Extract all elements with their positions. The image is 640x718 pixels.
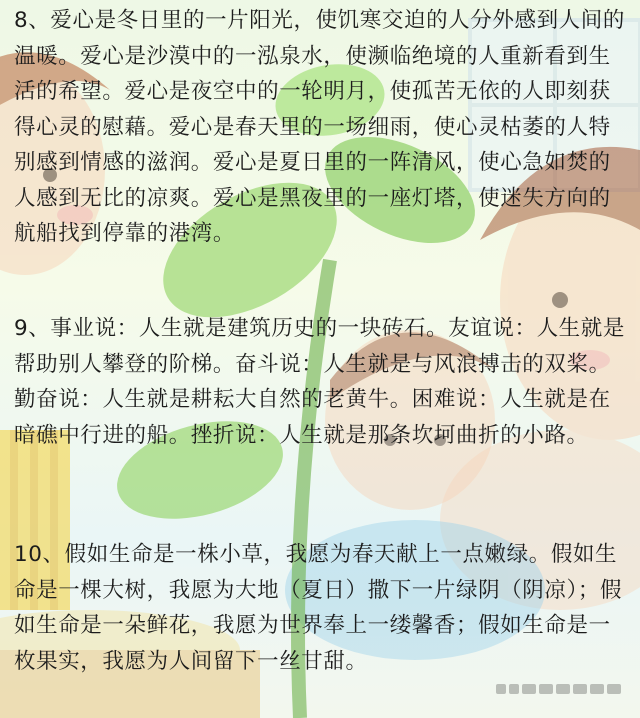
watermark-glyph <box>607 684 621 694</box>
watermark-glyph <box>539 684 553 694</box>
paragraph-9: 9、事业说：人生就是建筑历史的一块砖石。友谊说：人生就是帮助别人攀登的阶梯。奋斗说：人生就是与风浪搏击的双桨。勤奋说：人生就是耕耘大自然的老黄牛。困难说：人生就是在暗礁中行进的船。挫折说：人生就是那条坎坷曲折的小路。 <box>14 316 625 448</box>
watermark-glyph <box>573 684 587 694</box>
watermark-glyph <box>496 684 506 694</box>
watermark <box>496 682 624 696</box>
watermark-glyph <box>556 684 570 694</box>
watermark-glyph <box>509 684 519 694</box>
watermark-glyph <box>522 684 536 694</box>
paragraph-8: 8、爱心是冬日里的一片阳光，使饥寒交迫的人分外感到人间的温暖。爱心是沙漠中的一泓泉水，使濒临绝境的人重新看到生活的希望。爱心是夜空中的一轮明月，使孤苦无依的人即刻获得心灵的慰藉。爱心是春天里的一场细雨，使心灵枯萎的人特别感到情感的滋润。爱心是夏日里的一阵清风，使心急如焚的人感到无比的凉爽。爱心是黑夜里的一座灯塔，使迷失方向的航船找到停靠的港湾。 <box>14 8 625 246</box>
paragraph-10: 10、假如生命是一株小草，我愿为春天献上一点嫩绿。假如生命是一棵大树，我愿为大地（夏日）撒下一片绿阴（阴凉）；假如生命是一朵鲜花，我愿为世界奉上一缕馨香；假如生命是一枚果实，我愿为人间留下一丝甘甜。 <box>14 542 623 674</box>
watermark-glyph <box>590 684 604 694</box>
